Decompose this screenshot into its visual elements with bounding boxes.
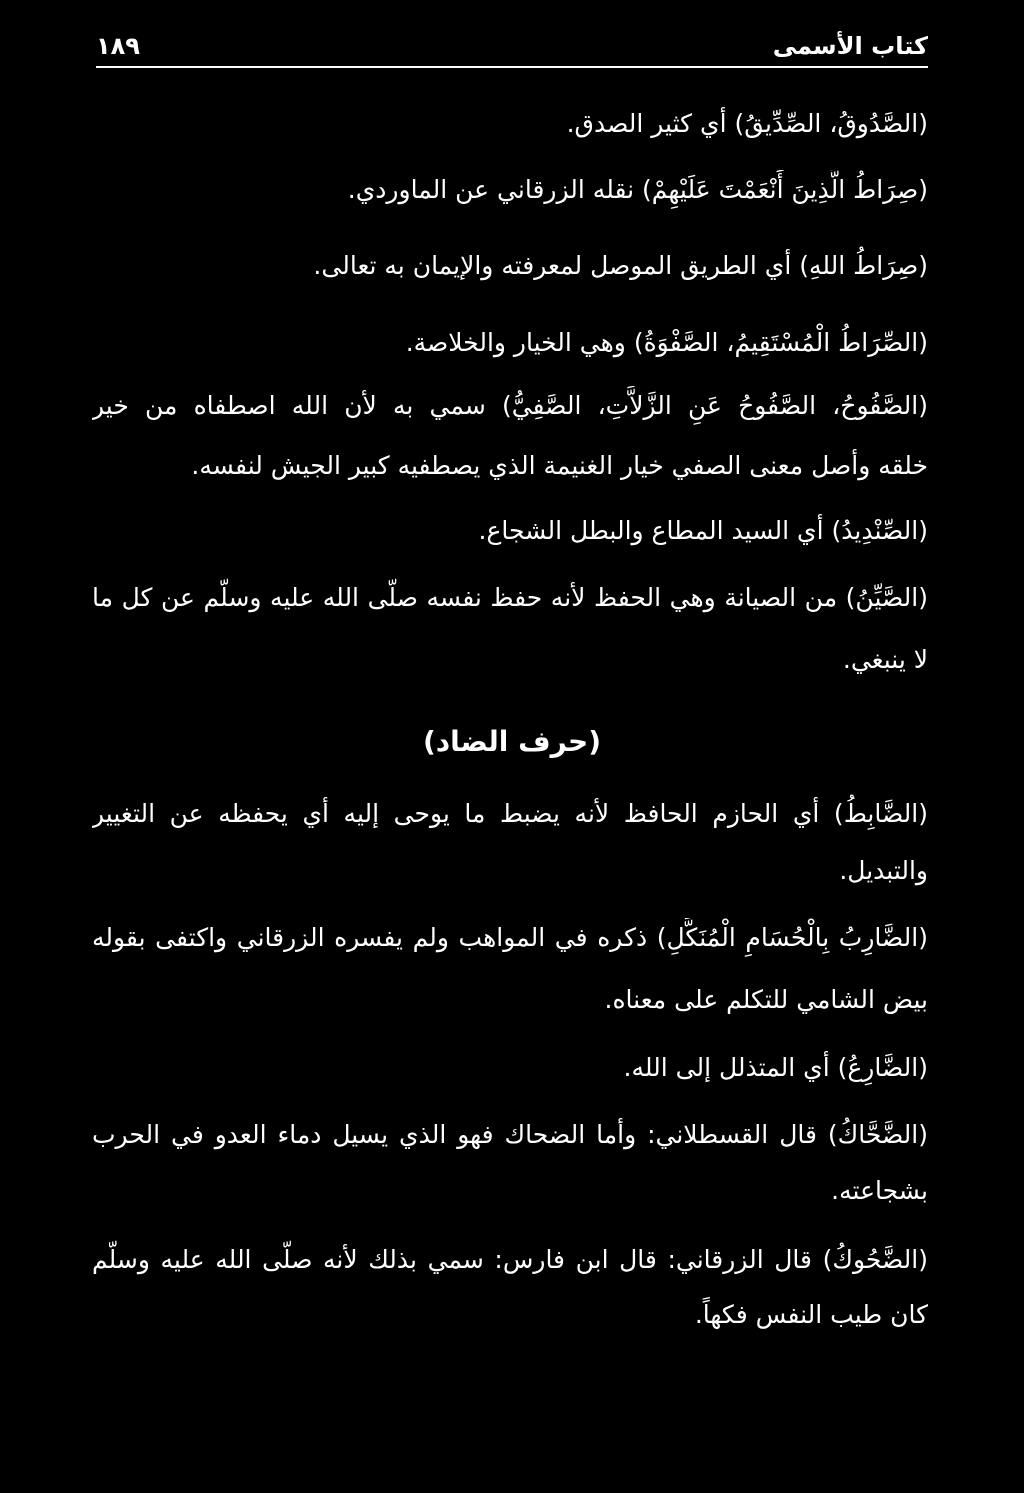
entry-line: خلقه وأصل معنى الصفي خيار الغنيمة الذي يصطفيه كبير الجيش لنفسه. [191, 451, 928, 480]
entry-line: (الضَّابِطُ) أي الحازم الحافظ لأنه يضبط ما يوحى إليه أي يحفظه عن التغيير [92, 799, 928, 828]
entry-line: والتبديل. [839, 856, 928, 885]
entry-line: بشجاعته. [831, 1176, 928, 1205]
entry-line: (الضَّحُوكُ) قال الزرقاني: قال ابن فارس: سمي بذلك لأنه صلّى الله عليه وسلّم [92, 1245, 928, 1274]
section-heading: (حرف الضاد) [422, 725, 602, 758]
page-number: ١٨٩ [96, 32, 140, 60]
page-header [96, 28, 928, 64]
entry-line: كان طيب النفس فكهاً. [694, 1300, 928, 1329]
entry-line: (الصَّيِّنُ) من الصيانة وهي الحفظ لأنه حفظ نفسه صلّى الله عليه وسلّم عن كل ما [92, 583, 928, 612]
running-title: كتاب الأسمى [772, 32, 928, 60]
header-divider [96, 66, 928, 68]
entry-line: (الضَّارِبُ بِالْحُسَامِ الْمُنَكَّلِ) ذكره في المواهب ولم يفسره الزرقاني واكتفى بقوله [92, 923, 928, 952]
entry-line: (صِرَاطُ الَّذِينَ أَنْعَمْتَ عَلَيْهِمْ) نقله الزرقاني عن الماوردي. [347, 175, 928, 204]
entry-line: بيض الشامي للتكلم على معناه. [604, 985, 928, 1014]
entry-line: (الصِّرَاطُ الْمُسْتَقِيمُ، الصَّفْوَةُ) وهي الخيار والخلاصة. [405, 328, 928, 357]
entry-line: لا ينبغي. [842, 645, 928, 674]
entry-line: (صِرَاطُ اللهِ) أي الطريق الموصل لمعرفته والإيمان به تعالى. [313, 251, 928, 280]
entry-line: (الصَّدُوقُ، الصِّدِّيقُ) أي كثير الصدق. [566, 109, 928, 138]
entry-line: (الضَّحَّاكُ) قال القسطلاني: وأما الضحاك فهو الذي يسيل دماء العدو في الحرب [92, 1120, 928, 1149]
entry-line: (الصَّفُوحُ، الصَّفُوحُ عَنِ الزَّلاَّتِ، الصَّفِيُّ) سمي به لأن الله اصطفاه من خير [92, 391, 928, 420]
entry-line: (الصِّنْدِيدُ) أي السيد المطاع والبطل الشجاع. [478, 516, 928, 545]
entry-line: (الضَّارِعُ) أي المتذلل إلى الله. [623, 1053, 928, 1082]
